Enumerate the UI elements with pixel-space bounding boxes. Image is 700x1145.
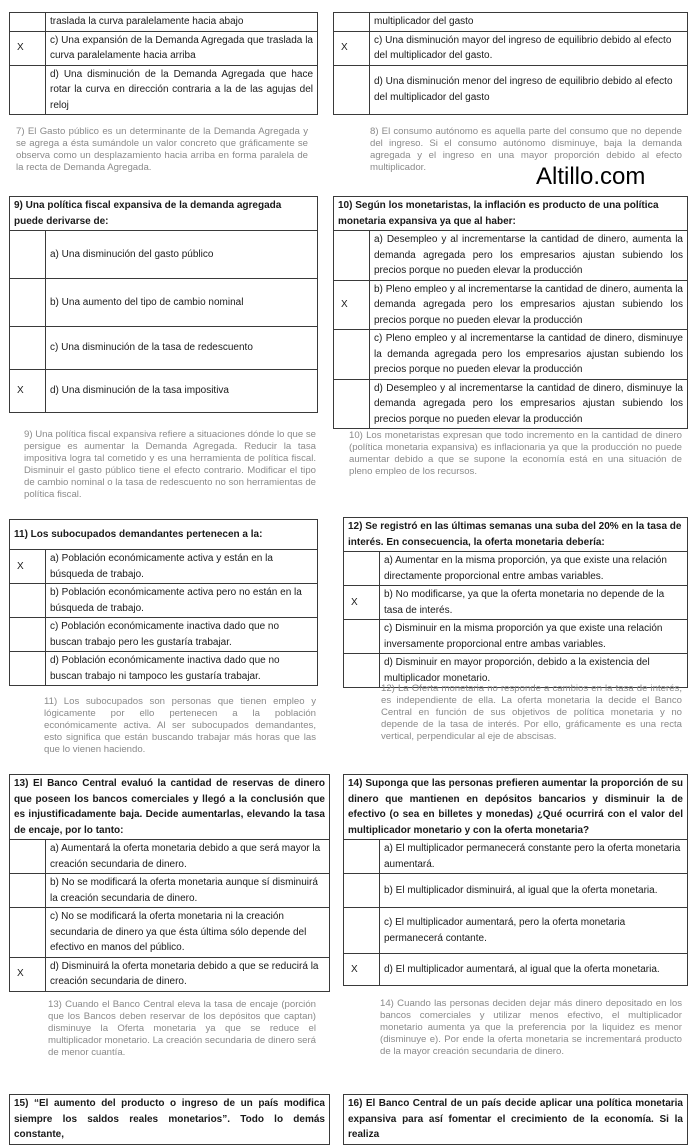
answer-mark: [10, 874, 46, 908]
option-text: a) Aumentar en la misma proporción, ya que existe una relación directamente proporcional entre ambas variables.: [380, 552, 688, 586]
option-text: d) El multiplicador aumentará, al igual que la oferta monetaria.: [380, 954, 688, 986]
answer-mark: [10, 618, 46, 652]
option-row: [334, 280, 688, 330]
option-text: d) Población económicamente inactiva dado que no buscan trabajo ni tampoco les gustaría trabajar.: [46, 652, 318, 686]
answer-mark: X: [10, 957, 46, 991]
option-text: b) No se modificará la oferta monetaria aunque sí disminuirá la creación secundaria de dinero.: [46, 874, 330, 908]
option-text: c) Disminuir en la misma proporción ya que existe una relación inversamente proporcional entre ambas variables.: [380, 620, 688, 654]
option-text: b) No modificarse, ya que la oferta monetaria no depende de la tasa de interés.: [380, 586, 688, 620]
answer-mark: [10, 584, 46, 618]
answer-mark: X: [10, 550, 46, 584]
option-text: d) Desempleo y al incrementarse la cantidad de dinero, disminuye la demanda agregada pero los empresarios ajustan subiendo los precios porque no pueden elevar la producción: [370, 379, 688, 429]
answer-mark: [10, 652, 46, 686]
option-row: [10, 550, 318, 584]
explanation-11: 11) Los subocupados son personas que tienen empleo y lógicamente por ello pertenecen a la población económicamente activa. Al ser subocupados demandantes, esto significa que están buscando trabajar más horas que las que lo vienen haciendo.: [44, 696, 316, 756]
answer-mark: X: [334, 280, 370, 330]
answer-mark: [334, 65, 370, 114]
answer-mark: [344, 552, 380, 586]
option-row: [344, 908, 688, 954]
option-text: a) Una disminución del gasto público: [46, 231, 318, 279]
option-text: d) Una disminución menor del ingreso de equilibrio debido al efecto del multiplicador del gasto: [370, 65, 688, 114]
question-11-table: [9, 519, 318, 686]
option-row: [334, 65, 688, 114]
option-row: [10, 231, 318, 279]
option-row: [334, 330, 688, 380]
explanation-13: 13) Cuando el Banco Central eleva la tasa de encaje (porción que los Bancos deben reservar de los depósitos que captan) disminuye la Oferta monetaria ya que se reduce el multiplicador monetario. La creación secundaria de dinero será de menor cuantía.: [48, 999, 316, 1059]
question-row: [10, 520, 318, 550]
option-text: b) Pleno empleo y al incrementarse la cantidad de dinero, aumenta la demanda agregada pero los empresarios ajustan subiendo los precios porque no pueden elevar la producción: [370, 280, 688, 330]
answer-mark: [344, 620, 380, 654]
explanation-14: 14) Cuando las personas deciden dejar más dinero depositado en los bancos comerciales y utilizar menos efectivo, el multiplicador monetario aumenta ya que la preferencia por la liquidez es menor (disminuye e). Por ende la oferta monetaria se incrementará producto de la mayor creación secundaria de dinero.: [380, 998, 682, 1058]
question-row: [334, 197, 688, 231]
option-row: [10, 31, 318, 65]
option-row: [10, 908, 330, 958]
option-text: c) Población económicamente inactiva dado que no buscan trabajo pero les gustaría trabajar.: [46, 618, 318, 652]
question-6-table: [9, 12, 318, 115]
option-row: [10, 13, 318, 32]
option-row: [344, 586, 688, 620]
explanation-8: 8) El consumo autónomo es aquella parte del consumo que no depende del ingreso. Si el consumo autónomo disminuye, baja la demanda agregada y el ingreso en una mayor proporción debido al efecto multiplicador.: [370, 126, 682, 174]
explanation-7: 7) El Gasto público es un determinante de la Demanda Agregada y se agrega a ésta sumándole un valor concreto que gráficamente se observa como un desplazamiento hacia arriba en forma paralela de la recta de Demanda Agregada.: [16, 126, 308, 174]
explanation-9: 9) Una política fiscal expansiva refiere a situaciones dónde lo que se persigue es aumentar la Demanda Agregada. Reducir la tasa impositiva logra tal cometido y es una herramienta de política fiscal. Disminuir el gasto público tiene el efecto contrario. Modificar el tipo de cambio nominal o la tasa de redescuento no son herramientas de política fiscal.: [24, 429, 316, 501]
option-row: [10, 327, 318, 370]
option-text: d) Una disminución de la tasa impositiva: [46, 370, 318, 413]
option-text: d) Disminuir en mayor proporción, debido a la existencia del multiplicador monetario.: [380, 654, 688, 688]
question-text: 16) El Banco Central de un país decide aplicar una política monetaria expansiva para así fomentar el crecimiento de la economía. Si la realiza: [344, 1095, 688, 1145]
answer-mark: [334, 379, 370, 429]
question-row: [344, 775, 688, 840]
answer-mark: X: [344, 586, 380, 620]
question-text: 12) Se registró en las últimas semanas una suba del 20% en la tasa de interés. En consecuencia, la oferta monetaria debería:: [344, 518, 688, 552]
question-row: [344, 518, 688, 552]
question-13-table: [9, 774, 330, 992]
answer-mark: [10, 279, 46, 327]
explanation-12: 12) La Oferta monetaria no responde a cambios en la tasa de interés, es independiente de ella. La oferta monetaria la decide el Banco Central en función de sus objetivos de política monetaria y no depende de la tasa de interés. Por ello, gráficamente es una recta vertical, perpendicular al eje de abscisas.: [381, 683, 682, 743]
option-text: b) Una aumento del tipo de cambio nominal: [46, 279, 318, 327]
answer-mark: X: [334, 31, 370, 65]
answer-mark: [10, 327, 46, 370]
option-text: a) Desempleo y al incrementarse la cantidad de dinero, aumenta la demanda agregada pero los empresarios ajustan subiendo los precios porque no pueden elevar la producción: [370, 231, 688, 281]
question-text: 14) Suponga que las personas prefieren aumentar la proporción de su dinero que mantienen en depósitos bancarios y disminuir la de efectivo (o sea en billetes y monedas) ¿Qué ocurrirá con el valor del multiplicador monetario y con la oferta monetaria?: [344, 775, 688, 840]
option-text: c) Una disminución mayor del ingreso de equilibrio debido al efecto del multiplicador del gasto.: [370, 31, 688, 65]
answer-mark: [344, 840, 380, 874]
answer-mark: [10, 840, 46, 874]
option-row: [10, 279, 318, 327]
answer-mark: [10, 231, 46, 279]
option-text: multiplicador del gasto: [370, 13, 688, 32]
answer-mark: [344, 874, 380, 908]
option-row: [334, 31, 688, 65]
option-text: a) Aumentará la oferta monetaria debido a que será mayor la creación secundaria de dinero.: [46, 840, 330, 874]
option-text: c) El multiplicador aumentará, pero la oferta monetaria permanecerá contante.: [380, 908, 688, 954]
option-text: c) Una disminución de la tasa de redescuento: [46, 327, 318, 370]
option-text: b) Población económicamente activa pero no están en la búsqueda de trabajo.: [46, 584, 318, 618]
question-10-table: [333, 196, 688, 429]
question-row: [10, 775, 330, 840]
option-text: b) El multiplicador disminuirá, al igual que la oferta monetaria.: [380, 874, 688, 908]
option-row: [10, 874, 330, 908]
question-12-table: [343, 517, 688, 688]
option-row: [334, 231, 688, 281]
answer-mark: X: [10, 370, 46, 413]
option-row: [344, 840, 688, 874]
question-14-table: [343, 774, 688, 986]
option-row: [10, 652, 318, 686]
option-row: [10, 584, 318, 618]
option-row: [344, 620, 688, 654]
option-row: [334, 379, 688, 429]
option-row: [10, 65, 318, 115]
option-row: [344, 954, 688, 986]
option-row: [334, 13, 688, 32]
option-text: d) Una disminución de la Demanda Agregada que hace rotar la curva en dirección contraria a la de las agujas del reloj: [46, 65, 318, 115]
answer-mark: [10, 65, 46, 115]
option-row: [344, 552, 688, 586]
option-text: c) Pleno empleo y al incrementarse la cantidad de dinero, disminuye la demanda agregada pero los empresarios ajustan subiendo los precios porque no pueden elevar la producción: [370, 330, 688, 380]
option-row: [10, 370, 318, 413]
answer-mark: [334, 330, 370, 380]
answer-mark: X: [344, 954, 380, 986]
question-text: 10) Según los monetaristas, la inflación es producto de una política monetaria expansiva ya que al haber:: [334, 197, 688, 231]
option-row: [344, 874, 688, 908]
altillo-brand: Altillo.com: [536, 163, 646, 190]
explanation-10: 10) Los monetaristas expresan que todo incremento en la cantidad de dinero (política monetaria expansiva) es inflacionaria ya que la producción no puede aumentar debido a que se supone la economía está en una situación de pleno empleo de los recursos.: [349, 430, 682, 478]
question-text: 9) Una política fiscal expansiva de la demanda agregada puede derivarse de:: [10, 197, 318, 231]
question-text: 13) El Banco Central evaluó la cantidad de reservas de dinero que poseen los bancos comerciales y llegó a la conclusión que es injustificadamente baja. Decide aumentarlas, elevando la tasa de encaje, por lo tanto:: [10, 775, 330, 840]
answer-mark: [344, 908, 380, 954]
answer-mark: X: [10, 31, 46, 65]
question-text: 11) Los subocupados demandantes pertenecen a la:: [10, 520, 318, 550]
option-text: a) Población económicamente activa y están en la búsqueda de trabajo.: [46, 550, 318, 584]
question-row: [10, 197, 318, 231]
answer-mark: [334, 231, 370, 281]
answer-mark: [10, 908, 46, 958]
option-text: traslada la curva paralelamente hacia abajo: [46, 13, 318, 32]
option-text: c) Una expansión de la Demanda Agregada que traslada la curva paralelamente hacia arriba: [46, 31, 318, 65]
option-text: a) El multiplicador permanecerá constante pero la oferta monetaria aumentará.: [380, 840, 688, 874]
option-text: d) Disminuirá la oferta monetaria debido a que se reducirá la creación secundaria de dinero.: [46, 957, 330, 991]
option-row: [10, 957, 330, 991]
question-text: 15) “El aumento del producto o ingreso de un país modifica siempre los saldos reales monetarios”. Todo lo demás constante,: [10, 1095, 330, 1145]
option-row: [10, 618, 318, 652]
answer-mark: [10, 13, 46, 32]
question-8-table: [333, 12, 688, 115]
option-text: c) No se modificará la oferta monetaria ni la creación secundaria de dinero ya que ésta última sólo depende del efectivo en manos del público.: [46, 908, 330, 958]
answer-mark: [344, 654, 380, 688]
question-9-table: [9, 196, 318, 413]
option-row: [10, 840, 330, 874]
answer-mark: [334, 13, 370, 32]
